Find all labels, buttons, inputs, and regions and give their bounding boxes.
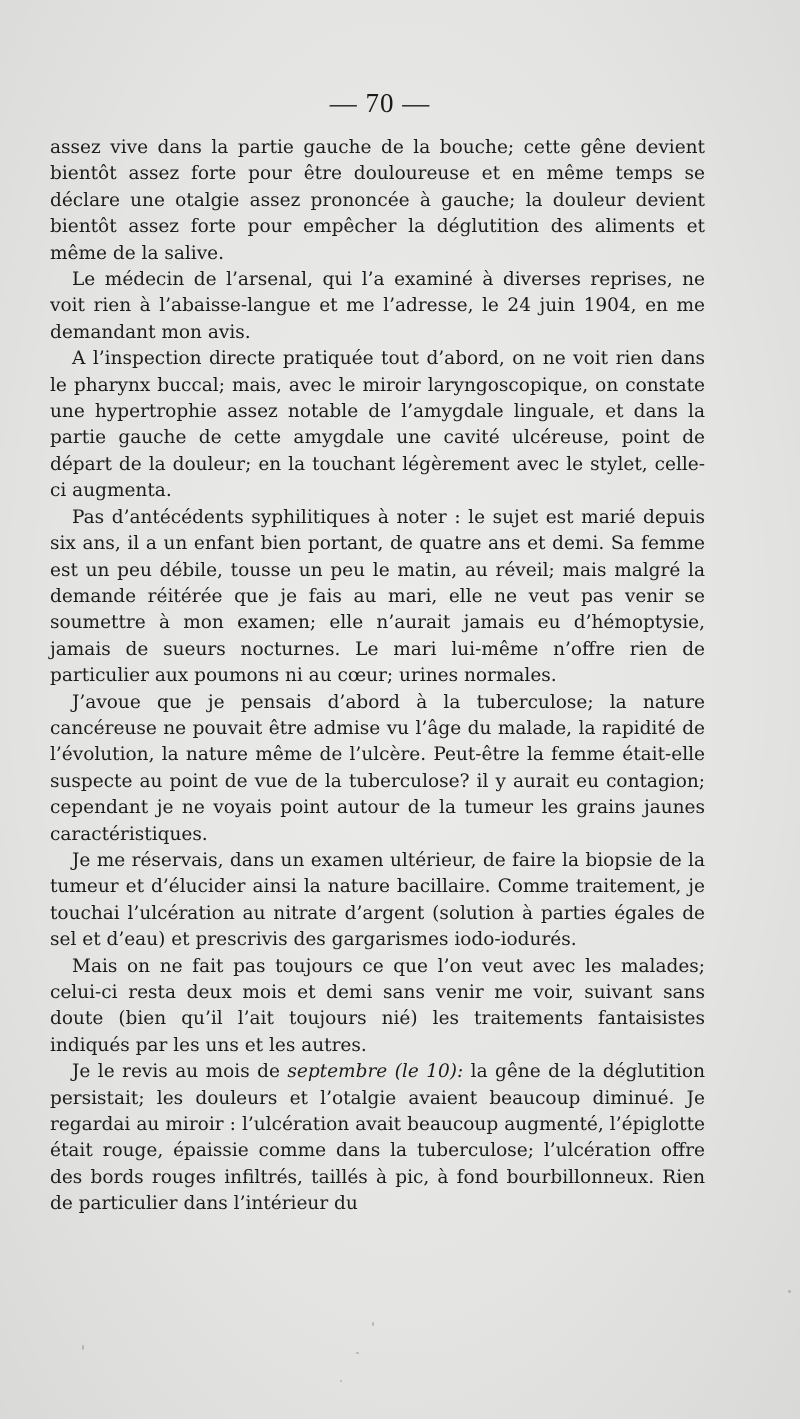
paragraph-8-start: Je le revis au mois de [72,1061,288,1083]
page-number: — 70 — [329,88,431,118]
paper-speck [356,1352,359,1354]
paragraph-4: Pas d’antécédents syphilitiques à noter : le sujet est marié depuis six ans, il a un enfant bien portant, de quatre ans et demi. Sa femme est un peu débile, tousse un peu le matin, au réveil; mais malgré la demande réitérée que je fais au mari, elle ne veut pas venir se soumettre à mon examen; elle n’aurait jamais eu d’hémoptysie, jamais de sueurs nocturnes. Le mari lui-même n’offre rien de particulier aux poumons ni au cœur; urines normales. [50,506,705,687]
text-body [50,135,705,1218]
paragraph-3: A l’inspection directe pratiquée tout d’abord, on ne voit rien dans le pharynx buccal; mais, avec le miroir laryngoscopique, on constate une hypertrophie assez notable de l’amygdale linguale, et dans la partie gauche de cette amygdale une cavité ulcéreuse, point de départ de la douleur; en la touchant légèrement avec le stylet, celle-ci augmenta. [50,348,705,502]
paper-speck [340,1380,342,1382]
paper-speck [82,1345,84,1350]
paragraph-8-italic-date: septembre (le 10): [287,1061,464,1083]
paragraph-7: Mais on ne fait pas toujours ce que l’on veut avec les malades; celui-ci resta deux mois et demi sans venir me voir, suivant sans doute (bien qu’il l’ait toujours nié) les traitements fantaisistes indiqués par les uns et les autres. [50,955,705,1056]
paper-speck [372,1322,374,1326]
paragraph-6: Je me réservais, dans un examen ultérieur, de faire la biopsie de la tumeur et d’élucider ainsi la nature bacillaire. Comme traitement, je touchai l’ulcération au nitrate d’argent (solution à parties égales de sel et d’eau) et prescrivis des gargarismes iodo-iodurés. [50,849,705,951]
paper-speck [788,1290,791,1293]
paragraph-8-rest: la gêne de la déglutition persistait; les douleurs et l’otalgie avaient beaucoup diminué. Je regardai au miroir : l’ulcération avait beaucoup augmenté, l’épiglotte était rouge, épaissie comme dans la tuberculose; l’ulcération offre des bords rouges infiltrés, taillés à pic, à fond bourbillonneux. Rien de particulier dans l’intérieur du [50,1061,705,1215]
paragraph-5: J’avoue que je pensais d’abord à la tuberculose; la nature cancéreuse ne pouvait être admise vu l’âge du malade, la rapidité de l’évolution, la nature même de l’ulcère. Peut-être la femme était-elle suspecte au point de vue de la tuberculose? il y aurait eu contagion; cependant je ne voyais point autour de la tumeur les grains jaunes caractéristiques. [50,691,705,845]
paragraph-2: Le médecin de l’arsenal, qui l’a examiné à diverses reprises, ne voit rien à l’abaisse-langue et me l’adresse, le 24 juin 1904, en me demandant mon avis. [50,269,705,343]
paragraph-1: assez vive dans la partie gauche de la bouche; cette gêne devient bientôt assez forte pour être douloureuse et en même temps se déclare une otalgie assez prononcée à gauche; la douleur devient bientôt assez forte pour empêcher la déglutition des aliments et même de la salive. [50,137,705,264]
paragraph-8 [50,1059,705,1217]
